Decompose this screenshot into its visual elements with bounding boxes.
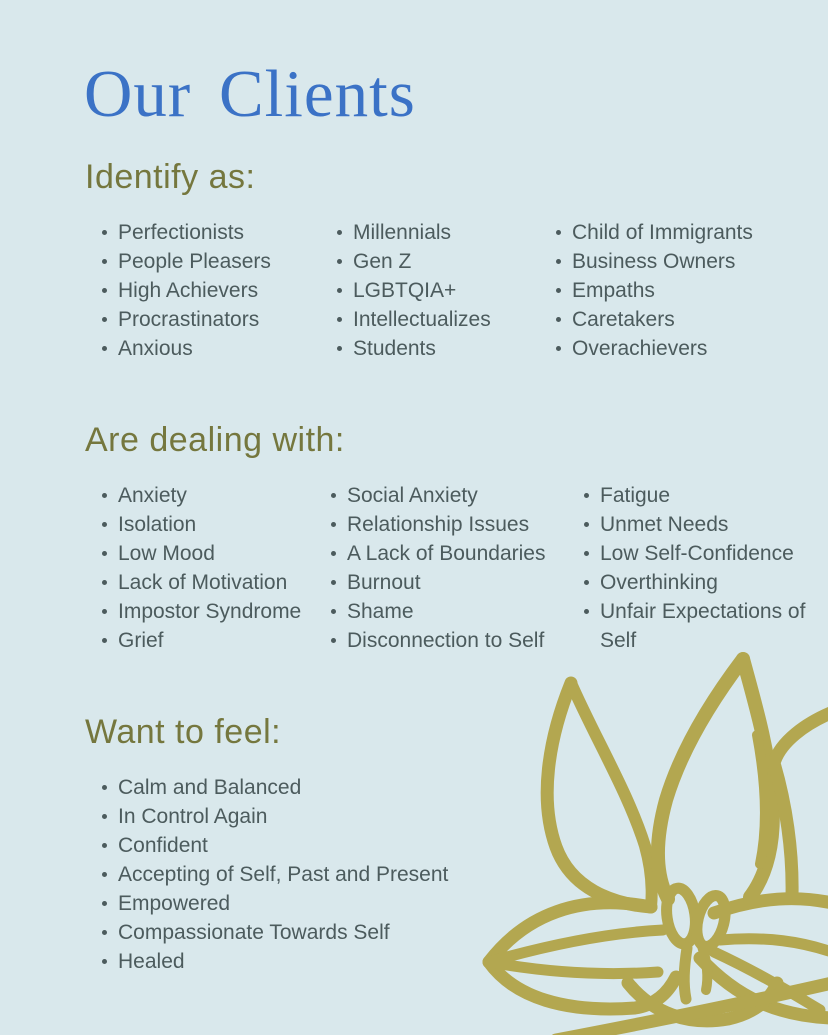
dealing-columns (85, 481, 828, 655)
list-item: Overthinking (600, 568, 813, 597)
bullet-list (347, 481, 600, 655)
list-item: Calm and Balanced (118, 773, 538, 802)
bullet-list (118, 481, 347, 655)
list-item: Caretakers (572, 305, 802, 334)
list-item: Lack of Motivation (118, 568, 347, 597)
list-item: Relationship Issues (347, 510, 600, 539)
list-item: Students (353, 334, 572, 363)
bullet-list (572, 218, 802, 363)
list-item: Child of Immigrants (572, 218, 802, 247)
list-item: Shame (347, 597, 600, 626)
section-heading: Are dealing with: (85, 421, 345, 459)
section-are-dealing-with (85, 420, 828, 655)
list-item: Anxiety (118, 481, 347, 510)
bullet-list (118, 218, 353, 363)
list-item: Social Anxiety (347, 481, 600, 510)
list-item: Gen Z (353, 247, 572, 276)
list-item: Unmet Needs (600, 510, 813, 539)
list-item: Low Mood (118, 539, 347, 568)
page-title: Our Clients (84, 57, 416, 131)
list-item: Fatigue (600, 481, 813, 510)
list-item: Empaths (572, 276, 802, 305)
feel-columns (85, 773, 828, 976)
list-item: Accepting of Self, Past and Present (118, 860, 538, 889)
list-item: Compassionate Towards Self (118, 918, 538, 947)
list-item: Grief (118, 626, 347, 655)
list-item: Unfair Expectations of Self (600, 597, 813, 655)
bullet-list (600, 481, 813, 655)
list-item: Overachievers (572, 334, 802, 363)
list-item: Disconnection to Self (347, 626, 600, 655)
section-heading: Identify as: (85, 158, 256, 196)
bullet-list (353, 218, 572, 363)
list-item: Intellectualizes (353, 305, 572, 334)
list-item: Empowered (118, 889, 538, 918)
list-item: Impostor Syndrome (118, 597, 347, 626)
list-item: In Control Again (118, 802, 538, 831)
list-item: LGBTQIA+ (353, 276, 572, 305)
list-item: Isolation (118, 510, 347, 539)
list-item: A Lack of Boundaries (347, 539, 600, 568)
list-item: Perfectionists (118, 218, 353, 247)
section-want-to-feel (85, 712, 828, 976)
list-item: Burnout (347, 568, 600, 597)
list-item: Low Self-Confidence (600, 539, 813, 568)
list-item: People Pleasers (118, 247, 353, 276)
list-item: Millennials (353, 218, 572, 247)
list-item: Healed (118, 947, 538, 976)
bullet-list (118, 773, 538, 976)
section-identify-as (85, 157, 828, 363)
list-item: Business Owners (572, 247, 802, 276)
list-item: Procrastinators (118, 305, 353, 334)
list-item: Anxious (118, 334, 353, 363)
section-heading: Want to feel: (85, 713, 282, 751)
identify-columns (85, 218, 828, 363)
list-item: High Achievers (118, 276, 353, 305)
list-item: Confident (118, 831, 538, 860)
